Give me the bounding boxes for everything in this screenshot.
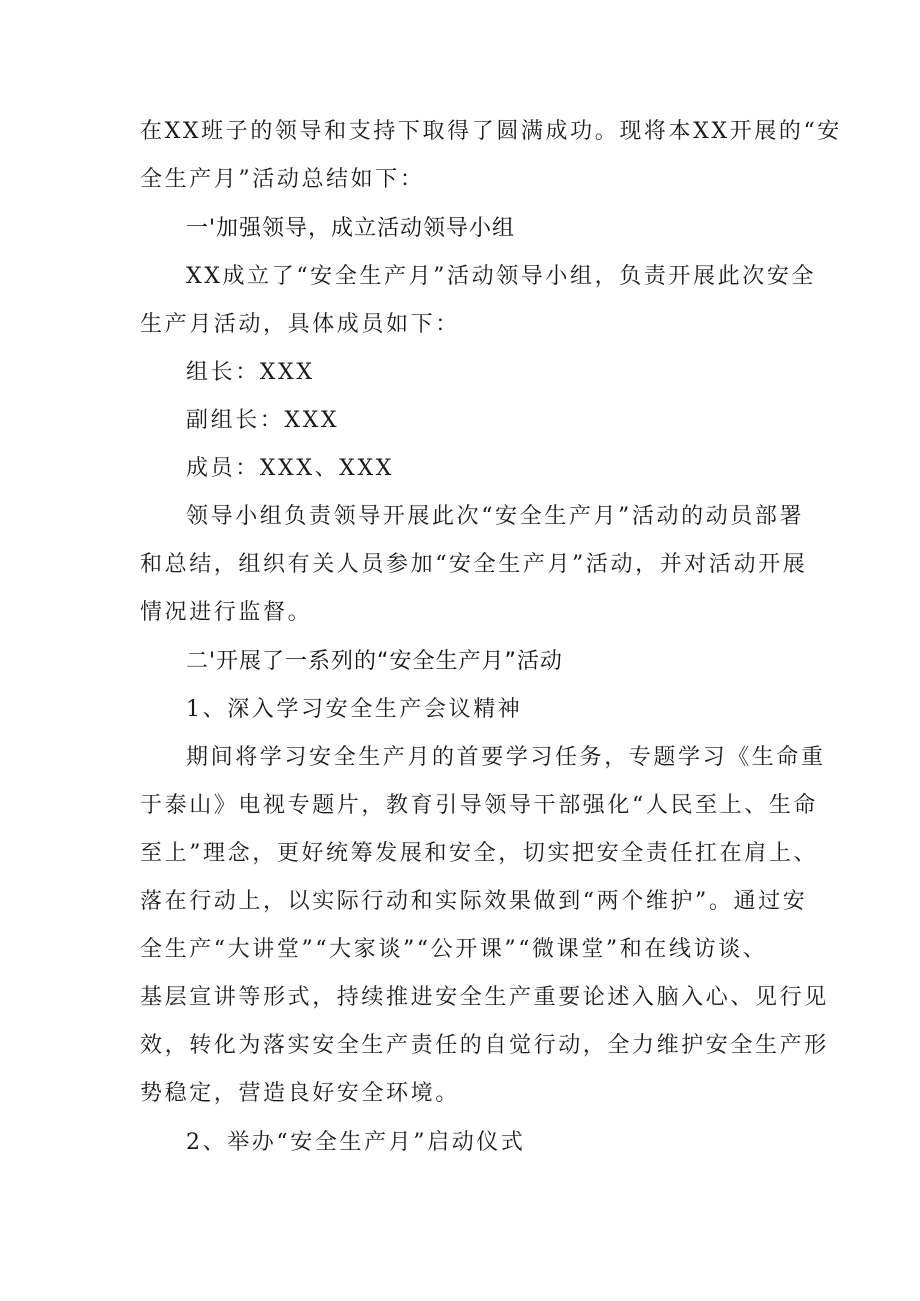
paragraph-line: 和总结，组织有关人员参加“安全生产月”活动，并对活动开展 [140,552,808,577]
paragraph-line: 势稳定，营造良好安全环境。 [140,1081,460,1106]
paragraph-line: 生产月活动，具体成员如下： [140,312,460,337]
paragraph-line: 全生产“大讲堂”“大家谈”“公开课”“微课堂”和在线访谈、 [140,937,768,962]
paragraph-line: 全生产月”活动总结如下： [140,167,425,192]
section-heading-2: 二'开展了一系列的“安全生产月”活动 [186,649,563,674]
section-heading-1: 一'加强领导，成立活动领导小组 [186,216,516,241]
paragraph-line: 效，转化为落实安全生产责任的自觉行动，全力维护安全生产形 [140,1033,829,1058]
paragraph-line: 期间将学习安全生产月的首要学习任务，专题学习《生命重 [186,745,826,770]
paragraph-line: 于泰山》电视专题片，教育引导领导干部强化“人民至上、生命 [140,793,819,818]
subheading-line: 1、深入学习安全生产会议精神 [186,697,523,722]
paragraph-line: 至上”理念，更好统筹发展和安全，切实把安全责任扛在肩上、 [140,841,819,866]
paragraph-line: 领导小组负责领导开展此次“安全生产月”活动的动员部署 [186,504,805,529]
paragraph-line: 组长：XXX [186,360,315,385]
paragraph-line: 在XX班子的领导和支持下取得了圆满成功。现将本XX开展的“安 [140,119,842,144]
subheading-line: 2、举办“安全生产月”启动仪式 [186,1130,526,1155]
paragraph-line: 情况进行监督。 [140,600,313,625]
paragraph-line: 副组长：XXX [186,408,340,433]
paragraph-line: XX成立了“安全生产月”活动领导小组，负责开展此次安全 [186,264,817,289]
paragraph-line: 成员：XXX、XXX [186,456,394,481]
paragraph-line: 基层宣讲等形式，持续推进安全生产重要论述入脑入心、见行见 [140,985,829,1010]
paragraph-line: 落在行动上，以实际行动和实际效果做到“两个维护”。通过安 [140,889,808,914]
